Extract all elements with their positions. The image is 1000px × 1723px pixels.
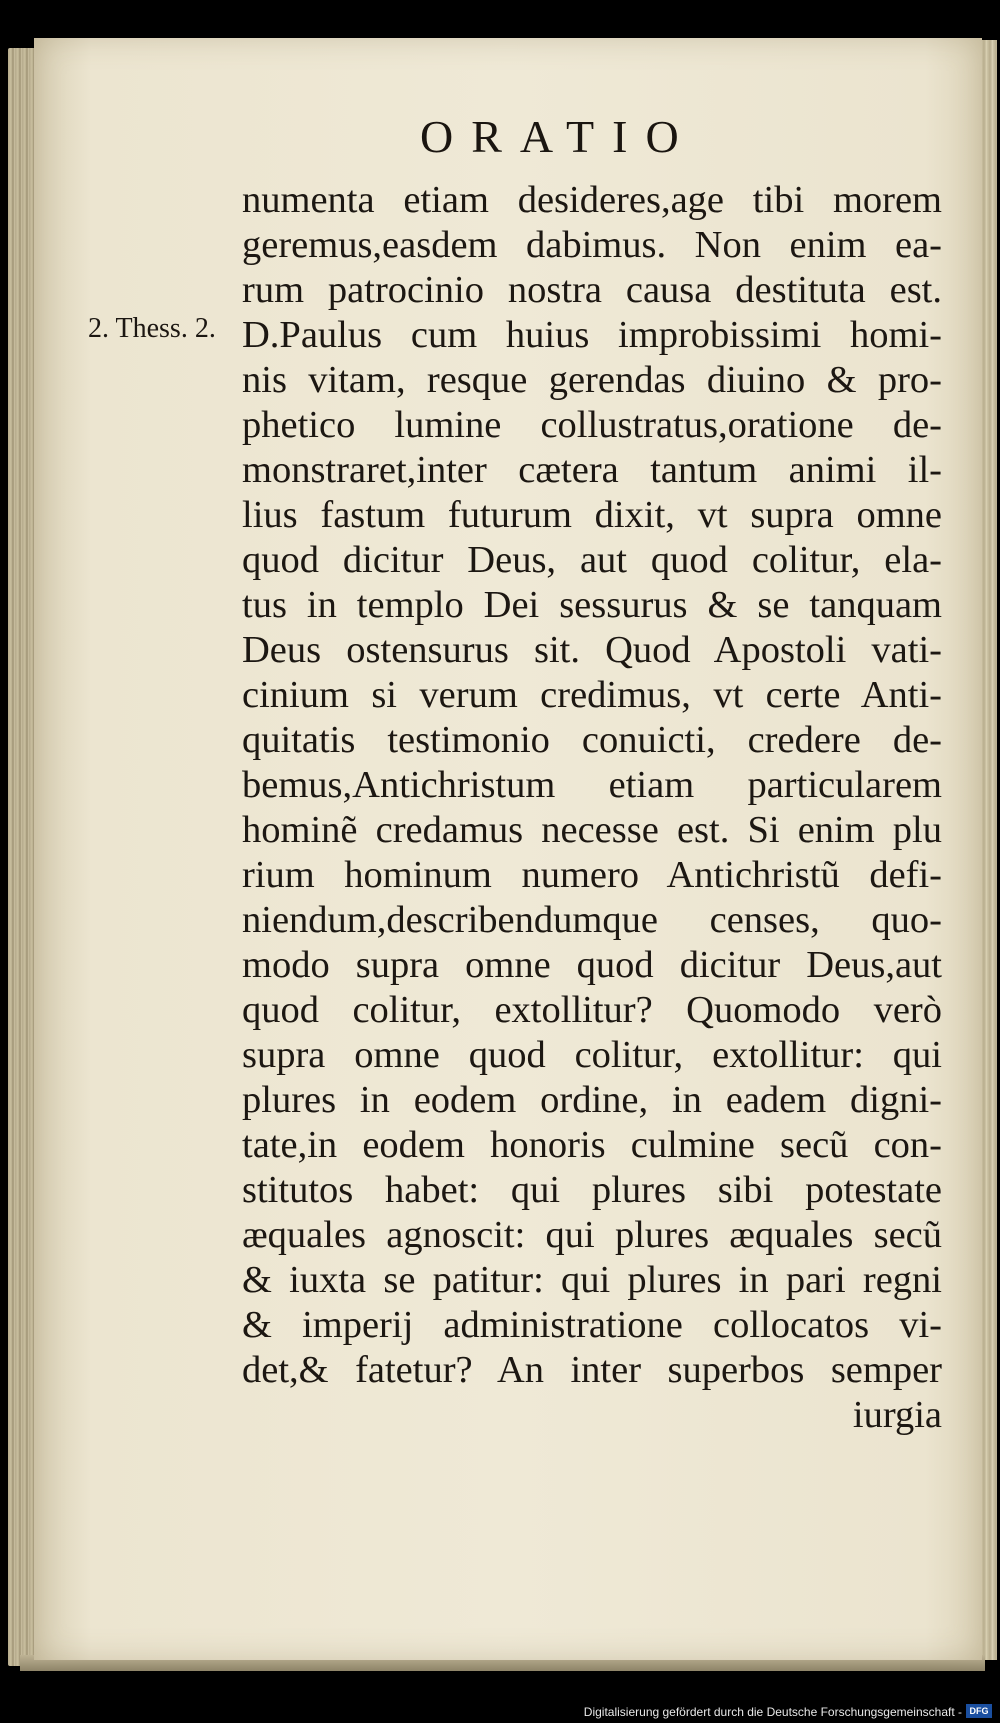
text-line: hominẽ credamus necesse est. Si enim plu <box>242 809 942 851</box>
text-line: modo supra omne quod dicitur Deus,aut <box>242 944 942 986</box>
text-line: tate,in eodem honoris culmine secũ con- <box>242 1124 942 1166</box>
text-line: lius fastum futurum dixit, vt supra omne <box>242 494 942 536</box>
text-line: & imperij administratione collocatos vi- <box>242 1304 942 1346</box>
marginal-note: 2. Thess. 2. <box>88 313 216 344</box>
text-line: D.Paulus cum huius improbissimi homi- <box>242 314 942 356</box>
text-line: tus in templo Dei sessurus & se tanquam <box>242 584 942 626</box>
text-line: rium hominum numero Antichristũ defi- <box>242 854 942 896</box>
body-text <box>242 178 942 1438</box>
text-line: bemus,Antichristum etiam particularem <box>242 764 942 806</box>
text-line: phetico lumine collustratus,oratione de- <box>242 404 942 446</box>
dfg-logo-icon: DFG <box>966 1704 992 1718</box>
text-line: quod colitur, extollitur? Quomodo verò <box>242 989 942 1031</box>
text-line: æquales agnoscit: qui plures æquales secũ <box>242 1214 942 1256</box>
text-line: geremus,easdem dabimus. Non enim ea- <box>242 224 942 266</box>
text-line: quod dicitur Deus, aut quod colitur, ela- <box>242 539 942 581</box>
funding-credit: Digitalisierung gefördert durch die Deutsche Forschungsgemeinschaft - <box>583 1705 962 1719</box>
text-line: & iuxta se patitur: qui plures in pari regni <box>242 1259 942 1301</box>
text-line: stitutos habet: qui plures sibi potestate <box>242 1169 942 1211</box>
text-line: niendum,describendumque censes, quo- <box>242 899 942 941</box>
text-line: nis vitam, resque gerendas diuino & pro- <box>242 359 942 401</box>
text-line: quitatis testimonio conuicti, credere de- <box>242 719 942 761</box>
text-line: cinium si verum credimus, vt certe Anti- <box>242 674 942 716</box>
text-line: Deus ostensurus sit. Quod Apostoli vati- <box>242 629 942 671</box>
text-line: plures in eodem ordine, in eadem digni- <box>242 1079 942 1121</box>
running-head: ORATIO <box>420 111 697 162</box>
text-line: monstraret,inter cætera tantum animi il- <box>242 449 942 491</box>
catchword: iurgia <box>852 1394 942 1436</box>
text-line: numenta etiam desideres,age tibi morem <box>242 179 942 221</box>
text-line: supra omne quod colitur, extollitur: qui <box>242 1034 942 1076</box>
text-line: rum patrocinio nostra causa destituta est. <box>242 269 942 311</box>
text-line: det,& fatetur? An inter superbos semper <box>242 1349 942 1391</box>
